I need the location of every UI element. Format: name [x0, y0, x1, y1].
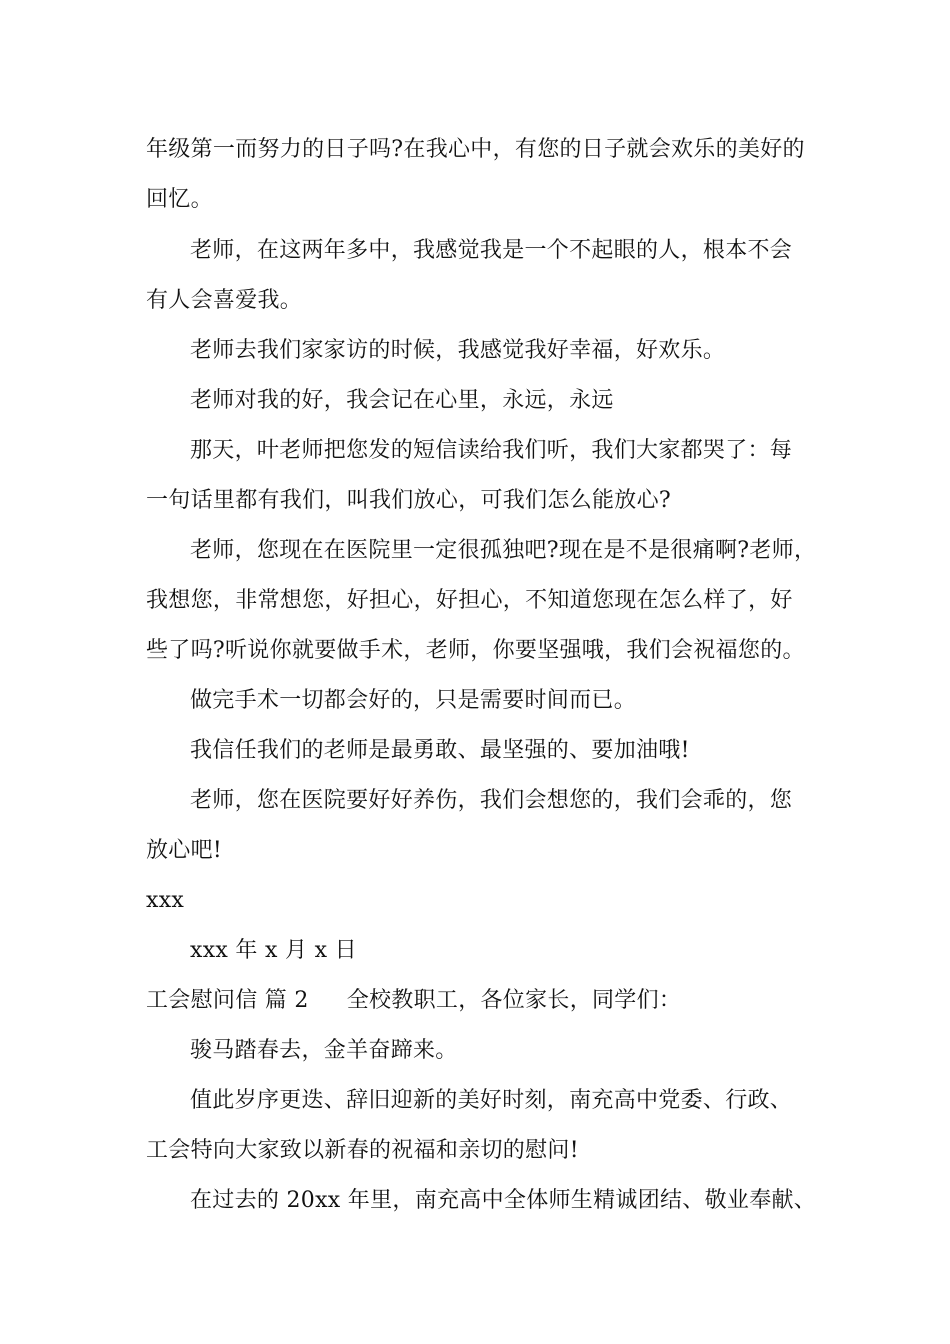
greeting: 全校教职工，各位家长，同学们：	[346, 988, 682, 1013]
paragraph-start: 做完手术一切都会好的，只是需要时间而已。	[190, 688, 637, 713]
paragraph-start: 值此岁序更迭、辞旧迎新的美好时刻，南充高中党委、行政、	[190, 1088, 793, 1113]
paragraph-start: 老师去我们家家访的时候，我感觉我好幸福，好欢乐。	[190, 338, 726, 363]
text-line: 放心吧!	[146, 838, 223, 863]
section-heading-row	[146, 986, 826, 1016]
paragraph-start: 老师，在这两年多中，我感觉我是一个不起眼的人，根本不会	[190, 238, 793, 263]
text-line: 我想您，非常想您，好担心，好担心，不知道您现在怎么样了，好	[146, 588, 793, 613]
text-line: 工会特向大家致以新春的祝福和亲切的慰问!	[146, 1138, 579, 1163]
text-line: 些了吗?听说你就要做手术，老师，你要坚强哦，我们会祝福您的。	[146, 638, 805, 663]
text-line: 回忆。	[146, 187, 213, 212]
text-line: 有人会喜爱我。	[146, 288, 303, 313]
date-line: xxx 年 x 月 x 日	[190, 938, 357, 963]
paragraph-start: 我信任我们的老师是最勇敢、最坚强的、要加油哦!	[190, 738, 690, 763]
paragraph-start: 老师，您在医院要好好养伤，我们会想您的，我们会乖的，您	[190, 788, 793, 813]
text-line: 年级第一而努力的日子吗?在我心中，有您的日子就会欢乐的美好的	[146, 137, 805, 162]
paragraph-start: 在过去的 20xx 年里，南充高中全体师生精诚团结、敬业奉献、	[190, 1188, 817, 1213]
paragraph-start: 老师，您现在在医院里一定很孤独吧?现在是不是很痛啊?老师，	[190, 538, 817, 563]
paragraph-start: 老师对我的好，我会记在心里，永远，永远	[190, 388, 614, 413]
signature: xxx	[146, 888, 185, 913]
paragraph-start: 那天，叶老师把您发的短信读给我们听，我们大家都哭了：每	[190, 438, 793, 463]
text-line: 一句话里都有我们，叫我们放心，可我们怎么能放心?	[146, 488, 671, 513]
paragraph-start: 骏马踏春去，金羊奋蹄来。	[190, 1038, 458, 1063]
section-title: 工会慰问信 篇 2	[146, 988, 309, 1013]
